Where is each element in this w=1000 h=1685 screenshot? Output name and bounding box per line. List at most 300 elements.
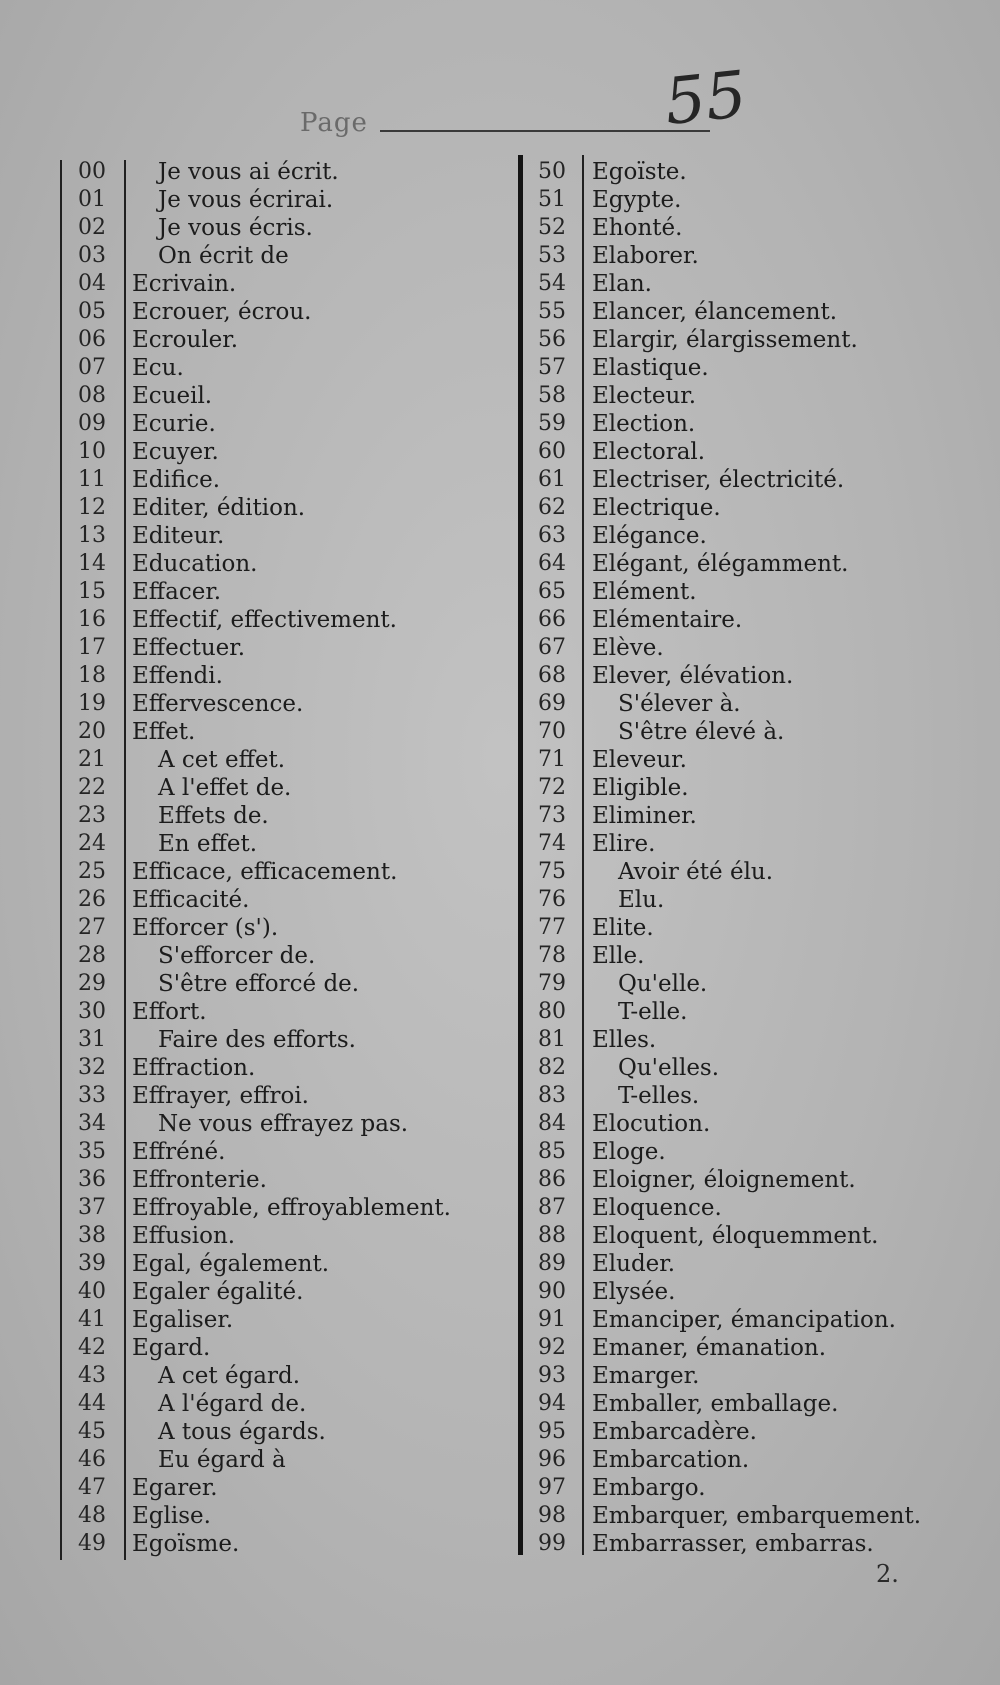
entry-text: Elancer, élancement. — [592, 299, 838, 325]
list-item — [520, 1082, 950, 1110]
entry-number: 14 — [78, 551, 106, 576]
list-item — [520, 494, 950, 522]
entry-text: Effronterie. — [132, 1167, 267, 1193]
entry-number: 06 — [78, 327, 106, 352]
entry-number: 16 — [78, 607, 106, 632]
list-item — [60, 214, 490, 242]
list-item — [60, 438, 490, 466]
entry-number: 09 — [78, 411, 106, 436]
list-item — [520, 578, 950, 606]
entry-text: Embarrasser, embarras. — [592, 1531, 874, 1557]
entry-number: 07 — [78, 355, 106, 380]
list-item — [60, 1530, 490, 1558]
list-item — [60, 354, 490, 382]
list-item — [60, 550, 490, 578]
entry-number: 69 — [538, 691, 566, 716]
entry-text: A l'égard de. — [158, 1391, 307, 1417]
entry-text: A cet égard. — [158, 1363, 301, 1389]
entry-text: Elocution. — [592, 1111, 711, 1137]
entry-text: Embarcadère. — [592, 1419, 757, 1445]
entry-text: Embarcation. — [592, 1447, 750, 1473]
list-item — [60, 858, 490, 886]
entry-text: Elastique. — [592, 355, 709, 381]
entry-number: 03 — [78, 243, 106, 268]
list-item — [520, 970, 950, 998]
entry-text: Egal, également. — [132, 1251, 330, 1277]
entry-number: 08 — [78, 383, 106, 408]
list-item — [520, 1418, 950, 1446]
list-item — [520, 1054, 950, 1082]
entry-number: 13 — [78, 523, 106, 548]
entry-text: Elargir, élargissement. — [592, 327, 858, 353]
list-item — [60, 1026, 490, 1054]
list-item — [520, 718, 950, 746]
list-item — [60, 1054, 490, 1082]
entry-number: 68 — [538, 663, 566, 688]
entry-number: 59 — [538, 411, 566, 436]
entry-number: 51 — [538, 187, 566, 212]
entry-number: 21 — [78, 747, 106, 772]
entry-number: 45 — [78, 1419, 106, 1444]
entry-number: 95 — [538, 1419, 566, 1444]
entry-number: 37 — [78, 1195, 106, 1220]
page-number-rule — [380, 130, 710, 132]
entry-number: 64 — [538, 551, 566, 576]
entry-number: 49 — [78, 1531, 106, 1556]
list-item — [520, 1250, 950, 1278]
entry-number: 18 — [78, 663, 106, 688]
entry-text: Elle. — [592, 943, 645, 969]
entry-text: Ecrouler. — [132, 327, 239, 353]
list-item — [520, 634, 950, 662]
entry-text: Editeur. — [132, 523, 225, 549]
list-item — [60, 1082, 490, 1110]
handwritten-page-number: 55 — [661, 57, 751, 141]
entry-number: 93 — [538, 1363, 566, 1388]
list-item — [520, 1110, 950, 1138]
entry-text: Eluder. — [592, 1251, 676, 1277]
entry-number: 42 — [78, 1335, 106, 1360]
list-item — [60, 1222, 490, 1250]
entry-text: On écrit de — [158, 243, 289, 269]
list-item — [520, 1138, 950, 1166]
entry-text: Elite. — [592, 915, 654, 941]
entry-number: 81 — [538, 1027, 566, 1052]
list-item — [60, 1446, 490, 1474]
list-item — [520, 354, 950, 382]
entry-text: Education. — [132, 551, 258, 577]
entry-number: 67 — [538, 635, 566, 660]
entry-text: S'élever à. — [618, 691, 741, 717]
entry-number: 02 — [78, 215, 106, 240]
entry-number: 85 — [538, 1139, 566, 1164]
list-item — [520, 186, 950, 214]
list-item — [520, 942, 950, 970]
entry-number: 78 — [538, 943, 566, 968]
entry-number: 60 — [538, 439, 566, 464]
entry-text: Effendi. — [132, 663, 223, 689]
entry-text: Elève. — [592, 635, 664, 661]
list-item — [60, 914, 490, 942]
list-item — [520, 1222, 950, 1250]
list-item — [520, 1026, 950, 1054]
entry-number: 86 — [538, 1167, 566, 1192]
list-item — [60, 1194, 490, 1222]
entry-text: Elles. — [592, 1027, 657, 1053]
left-word-column — [60, 158, 490, 1558]
entry-text: Ecrouer, écrou. — [132, 299, 312, 325]
entry-number: 99 — [538, 1531, 566, 1556]
list-item — [520, 774, 950, 802]
entry-number: 58 — [538, 383, 566, 408]
entry-number: 88 — [538, 1223, 566, 1248]
entry-number: 54 — [538, 271, 566, 296]
list-item — [60, 410, 490, 438]
entry-number: 66 — [538, 607, 566, 632]
entry-text: Qu'elle. — [618, 971, 708, 997]
entry-text: Effectif, effectivement. — [132, 607, 397, 633]
list-item — [520, 914, 950, 942]
list-item — [520, 298, 950, 326]
page-label: Page — [300, 108, 368, 138]
list-item — [520, 158, 950, 186]
list-item — [60, 494, 490, 522]
entry-number: 12 — [78, 495, 106, 520]
list-item — [60, 662, 490, 690]
entry-number: 24 — [78, 831, 106, 856]
list-item — [60, 998, 490, 1026]
entry-number: 20 — [78, 719, 106, 744]
entry-number: 65 — [538, 579, 566, 604]
entry-text: Ecueil. — [132, 383, 213, 409]
entry-number: 04 — [78, 271, 106, 296]
entry-text: Emaner, émanation. — [592, 1335, 827, 1361]
list-item — [520, 802, 950, 830]
list-item — [60, 1474, 490, 1502]
list-item — [60, 1166, 490, 1194]
entry-text: Je vous écrirai. — [158, 187, 334, 213]
list-item — [520, 1390, 950, 1418]
list-item — [60, 774, 490, 802]
entry-number: 26 — [78, 887, 106, 912]
list-item — [520, 1278, 950, 1306]
entry-number: 79 — [538, 971, 566, 996]
entry-text: Ne vous effrayez pas. — [158, 1111, 409, 1137]
list-item — [60, 186, 490, 214]
entry-number: 73 — [538, 803, 566, 828]
entry-number: 23 — [78, 803, 106, 828]
entry-number: 31 — [78, 1027, 106, 1052]
entry-number: 83 — [538, 1083, 566, 1108]
list-item — [60, 970, 490, 998]
entry-text: Embarquer, embarquement. — [592, 1503, 922, 1529]
list-item — [60, 270, 490, 298]
list-item — [520, 858, 950, 886]
signature-mark: 2. — [876, 1560, 899, 1588]
entry-number: 89 — [538, 1251, 566, 1276]
entry-number: 40 — [78, 1279, 106, 1304]
entry-text: Eloquent, éloquemment. — [592, 1223, 879, 1249]
entry-text: Eleveur. — [592, 747, 687, 773]
entry-text: Egoïste. — [592, 159, 687, 185]
right-word-column — [520, 158, 950, 1558]
list-item — [60, 1362, 490, 1390]
entry-text: S'efforcer de. — [158, 943, 316, 969]
entry-text: Edifice. — [132, 467, 221, 493]
entry-number: 80 — [538, 999, 566, 1024]
entry-number: 75 — [538, 859, 566, 884]
entry-text: Eliminer. — [592, 803, 697, 829]
entry-text: Egoïsme. — [132, 1531, 240, 1557]
entry-text: Elan. — [592, 271, 652, 297]
entry-number: 33 — [78, 1083, 106, 1108]
entry-text: Effectuer. — [132, 635, 246, 661]
entry-number: 94 — [538, 1391, 566, 1416]
list-item — [60, 1138, 490, 1166]
entry-number: 27 — [78, 915, 106, 940]
list-item — [520, 438, 950, 466]
entry-text: Election. — [592, 411, 696, 437]
entry-number: 47 — [78, 1475, 106, 1500]
entry-text: Elu. — [618, 887, 665, 913]
list-item — [520, 410, 950, 438]
entry-number: 72 — [538, 775, 566, 800]
entry-number: 92 — [538, 1335, 566, 1360]
entry-text: S'être efforcé de. — [158, 971, 360, 997]
list-item — [60, 634, 490, 662]
entry-number: 77 — [538, 915, 566, 940]
entry-text: Elysée. — [592, 1279, 676, 1305]
list-item — [60, 1250, 490, 1278]
entry-number: 87 — [538, 1195, 566, 1220]
entry-text: Elaborer. — [592, 243, 699, 269]
entry-text: Elire. — [592, 831, 656, 857]
entry-number: 17 — [78, 635, 106, 660]
entry-text: Egarer. — [132, 1475, 218, 1501]
entry-number: 11 — [78, 467, 106, 492]
entry-number: 70 — [538, 719, 566, 744]
list-item — [60, 802, 490, 830]
entry-number: 32 — [78, 1055, 106, 1080]
entry-number: 39 — [78, 1251, 106, 1276]
entry-text: Elégance. — [592, 523, 707, 549]
list-item — [60, 326, 490, 354]
list-item — [520, 606, 950, 634]
list-item — [520, 270, 950, 298]
entry-number: 01 — [78, 187, 106, 212]
entry-number: 15 — [78, 579, 106, 604]
list-item — [520, 886, 950, 914]
page-header — [0, 0, 1000, 150]
entry-number: 43 — [78, 1363, 106, 1388]
entry-text: Effort. — [132, 999, 207, 1025]
entry-text: Egaliser. — [132, 1307, 234, 1333]
entry-text: Eglise. — [132, 1503, 211, 1529]
list-item — [60, 690, 490, 718]
entry-number: 41 — [78, 1307, 106, 1332]
entry-text: Eloge. — [592, 1139, 666, 1165]
entry-number: 50 — [538, 159, 566, 184]
entry-text: Egaler égalité. — [132, 1279, 304, 1305]
entry-text: Effraction. — [132, 1055, 256, 1081]
list-item — [520, 1530, 950, 1558]
entry-text: Emballer, emballage. — [592, 1391, 839, 1417]
entry-text: Avoir été élu. — [618, 859, 774, 885]
list-item — [520, 382, 950, 410]
entry-text: Effrayer, effroi. — [132, 1083, 309, 1109]
entry-number: 48 — [78, 1503, 106, 1528]
entry-number: 91 — [538, 1307, 566, 1332]
entry-text: Effroyable, effroyablement. — [132, 1195, 451, 1221]
entry-text: Qu'elles. — [618, 1055, 720, 1081]
entry-number: 44 — [78, 1391, 106, 1416]
entry-number: 84 — [538, 1111, 566, 1136]
list-item — [520, 1502, 950, 1530]
list-item — [60, 1278, 490, 1306]
list-item — [60, 298, 490, 326]
entry-text: Ecrivain. — [132, 271, 237, 297]
list-item — [60, 382, 490, 410]
list-item — [520, 1306, 950, 1334]
entry-number: 19 — [78, 691, 106, 716]
entry-number: 62 — [538, 495, 566, 520]
entry-number: 25 — [78, 859, 106, 884]
list-item — [60, 1334, 490, 1362]
list-item — [520, 690, 950, 718]
list-item — [520, 998, 950, 1026]
list-item — [60, 522, 490, 550]
entry-text: Emarger. — [592, 1363, 700, 1389]
entry-text: Effervescence. — [132, 691, 304, 717]
entry-number: 53 — [538, 243, 566, 268]
list-item — [520, 1362, 950, 1390]
list-item — [60, 242, 490, 270]
entry-number: 56 — [538, 327, 566, 352]
entry-text: Efficace, efficacement. — [132, 859, 398, 885]
entry-number: 05 — [78, 299, 106, 324]
list-item — [520, 1334, 950, 1362]
entry-number: 97 — [538, 1475, 566, 1500]
entry-text: Eu égard à — [158, 1447, 286, 1473]
entry-text: Elever, élévation. — [592, 663, 794, 689]
list-item — [60, 830, 490, 858]
entry-number: 90 — [538, 1279, 566, 1304]
list-item — [520, 1474, 950, 1502]
list-item — [520, 662, 950, 690]
entry-number: 34 — [78, 1111, 106, 1136]
list-item — [60, 1306, 490, 1334]
list-item — [60, 746, 490, 774]
entry-text: Elégant, élégamment. — [592, 551, 849, 577]
entry-text: T-elle. — [618, 999, 688, 1025]
entry-number: 38 — [78, 1223, 106, 1248]
entry-number: 36 — [78, 1167, 106, 1192]
entry-text: A l'effet de. — [158, 775, 292, 801]
list-item — [520, 550, 950, 578]
list-item — [520, 326, 950, 354]
list-item — [520, 466, 950, 494]
entry-number: 98 — [538, 1503, 566, 1528]
list-item — [60, 1418, 490, 1446]
entry-text: S'être élevé à. — [618, 719, 785, 745]
list-item — [60, 606, 490, 634]
entry-number: 63 — [538, 523, 566, 548]
entry-text: A cet effet. — [158, 747, 286, 773]
list-item — [60, 158, 490, 186]
entry-text: Ecurie. — [132, 411, 216, 437]
entry-text: Efficacité. — [132, 887, 250, 913]
entry-number: 22 — [78, 775, 106, 800]
list-item — [60, 466, 490, 494]
entry-text: En effet. — [158, 831, 258, 857]
entry-text: Emanciper, émancipation. — [592, 1307, 896, 1333]
entry-number: 61 — [538, 467, 566, 492]
list-item — [520, 522, 950, 550]
entry-text: Egypte. — [592, 187, 682, 213]
entry-text: Ecuyer. — [132, 439, 219, 465]
entry-number: 55 — [538, 299, 566, 324]
entry-text: Ehonté. — [592, 215, 683, 241]
entry-text: Faire des efforts. — [158, 1027, 356, 1053]
entry-text: Electriser, électricité. — [592, 467, 845, 493]
list-item — [60, 1390, 490, 1418]
list-item — [520, 1446, 950, 1474]
entry-number: 96 — [538, 1447, 566, 1472]
entry-text: Effusion. — [132, 1223, 236, 1249]
entry-text: Effets de. — [158, 803, 269, 829]
entry-number: 76 — [538, 887, 566, 912]
list-item — [520, 242, 950, 270]
entry-text: Effréné. — [132, 1139, 226, 1165]
entry-text: Electrique. — [592, 495, 721, 521]
entry-number: 57 — [538, 355, 566, 380]
list-item — [60, 1502, 490, 1530]
list-item — [60, 886, 490, 914]
entry-text: Embargo. — [592, 1475, 706, 1501]
entry-number: 00 — [78, 159, 106, 184]
entry-text: A tous égards. — [158, 1419, 326, 1445]
entry-number: 52 — [538, 215, 566, 240]
list-item — [520, 1194, 950, 1222]
entry-text: Electoral. — [592, 439, 706, 465]
entry-text: T-elles. — [618, 1083, 700, 1109]
entry-number: 82 — [538, 1055, 566, 1080]
entry-number: 74 — [538, 831, 566, 856]
entry-text: Eloquence. — [592, 1195, 722, 1221]
entry-text: Electeur. — [592, 383, 697, 409]
entry-number: 71 — [538, 747, 566, 772]
entry-number: 46 — [78, 1447, 106, 1472]
entry-text: Je vous ai écrit. — [158, 159, 339, 185]
entry-number: 10 — [78, 439, 106, 464]
entry-number: 35 — [78, 1139, 106, 1164]
entry-text: Effet. — [132, 719, 196, 745]
list-item — [60, 1110, 490, 1138]
entry-text: Elément. — [592, 579, 697, 605]
entry-text: Je vous écris. — [158, 215, 313, 241]
list-item — [60, 578, 490, 606]
list-item — [520, 1166, 950, 1194]
list-item — [520, 746, 950, 774]
entry-number: 28 — [78, 943, 106, 968]
entry-text: Effacer. — [132, 579, 222, 605]
list-item — [520, 830, 950, 858]
entry-text: Eloigner, éloignement. — [592, 1167, 856, 1193]
entry-number: 30 — [78, 999, 106, 1024]
list-item — [60, 942, 490, 970]
list-item — [520, 214, 950, 242]
list-item — [60, 718, 490, 746]
